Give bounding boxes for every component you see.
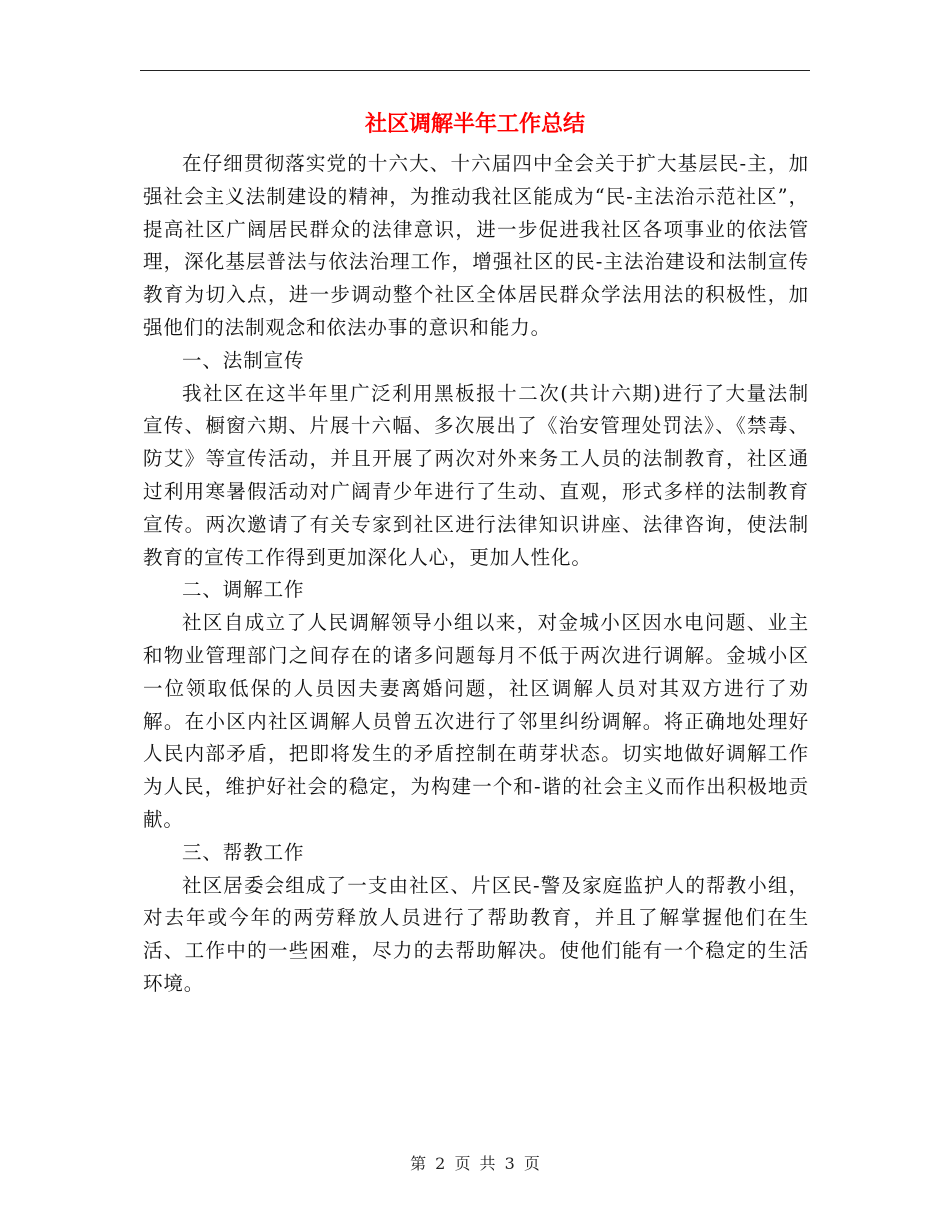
document-title: 社区调解半年工作总结	[364, 112, 585, 137]
section-heading-assistance: 三、帮教工作	[182, 840, 305, 864]
publicity-paragraph: 我社区在这半年里广泛利用黑板报十二次(共计六期)进行了大量法制宣传、橱窗六期、片展十六幅、多次展出了《治安管理处罚法》、《禁毒、防艾》等宣传活动，并且开展了两次对外来务工人员的法制教育，社区通过利用寒暑假活动对广阔青少年进行了生动、直观，形式多样的法制教育宣传。两次邀请了有关专家到社区进行法律知识讲座、法律咨询，使法制教育的宣传工作得到更加深化人心，更加人性化。	[143, 381, 809, 569]
mediation-paragraph: 社区自成立了人民调解领导小组以来，对金城小区因水电问题、业主和物业管理部门之间存在的诸多问题每月不低于两次进行调解。金城小区一位领取低保的人员因夫妻离婚问题，社区调解人员对其双方进行了劝解。在小区内社区调解人员曾五次进行了邻里纠纷调解。将正确地处理好人民内部矛盾，把即将发生的矛盾控制在萌芽状态。切实地做好调解工作为人民，维护好社会的稳定，为构建一个和-谐的社会主义而作出积极地贡献。	[143, 611, 809, 831]
page-number: 第 2 页 共 3 页	[410, 1154, 540, 1173]
document-body	[143, 148, 809, 1001]
header-rule	[140, 70, 810, 71]
intro-paragraph: 在仔细贯彻落实党的十六大、十六届四中全会关于扩大基层民-主，加强社会主义法制建设的精神，为推动我社区能成为“民-主法治示范社区”，提高社区广阔居民群众的法律意识，进一步促进我社区各项事业的依法管理，深化基层普法与依法治理工作，增强社区的民-主法治建设和法制宣传教育为切入点，进一步调动整个社区全体居民群众学法用法的积极性，加强他们的法制观念和依法办事的意识和能力。	[143, 152, 809, 339]
section-heading-publicity: 一、法制宣传	[182, 348, 305, 372]
assistance-paragraph: 社区居委会组成了一支由社区、片区民-警及家庭监护人的帮教小组，对去年或今年的两劳释放人员进行了帮助教育，并且了解掌握他们在生活、工作中的一些困难，尽力的去帮助解决。使他们能有一个稳定的生活环境。	[143, 873, 809, 995]
section-heading-mediation: 二、调解工作	[182, 578, 305, 602]
